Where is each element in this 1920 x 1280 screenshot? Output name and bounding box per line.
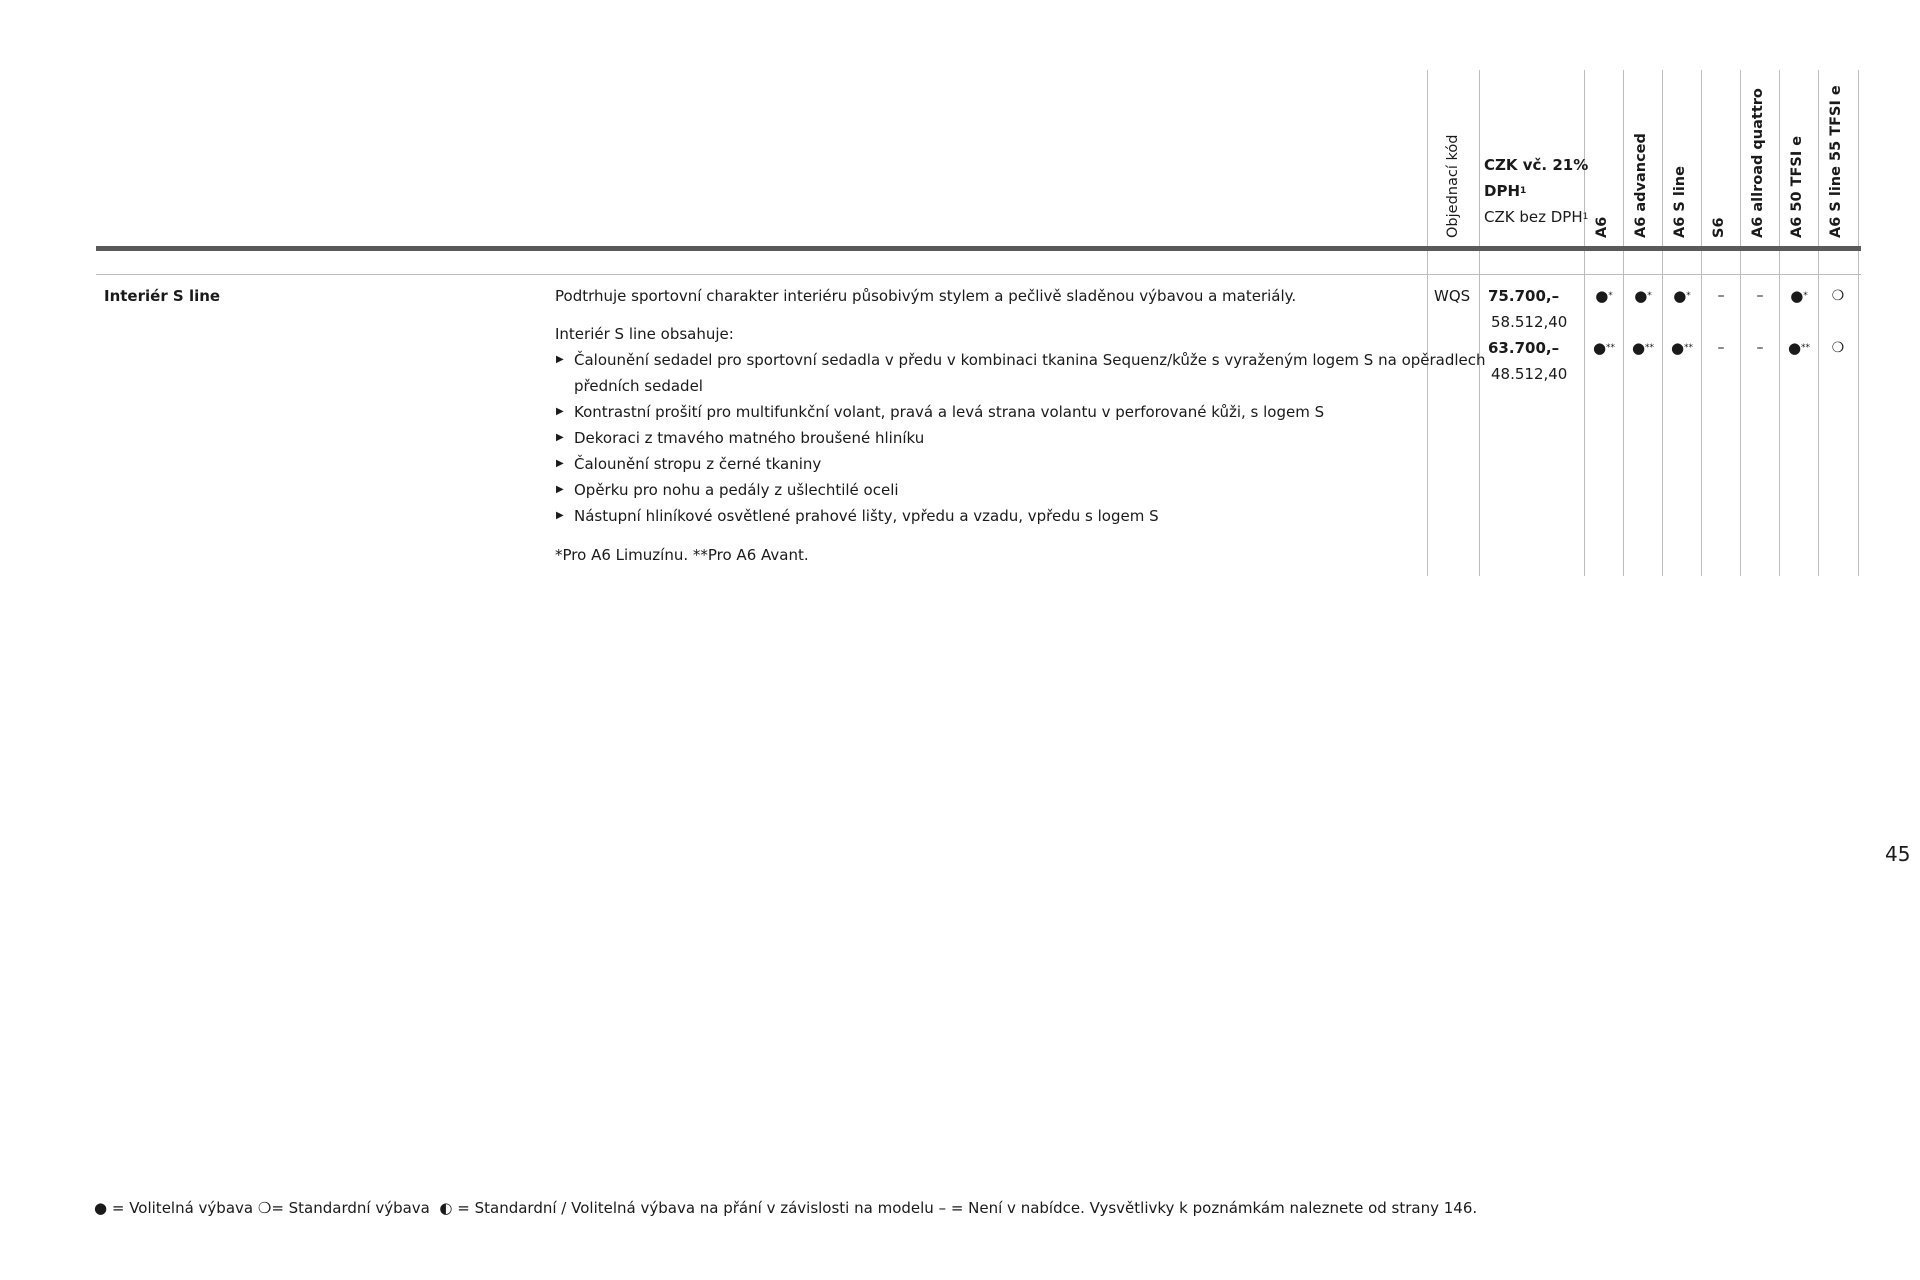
availability-mark: ●* — [1634, 287, 1652, 305]
price-2-incl-vat: 63.700,– — [1488, 339, 1560, 357]
list-item: Opěrku pro nohu a pedály z ušlechtilé oceli — [574, 481, 899, 499]
optional-dot-icon: ● — [94, 1199, 108, 1217]
model-header-a6-allroad-quattro: A6 allroad quattro — [1750, 88, 1766, 238]
row-name: Interiér S line — [104, 287, 221, 305]
availability-mark: ❍ — [1831, 288, 1845, 304]
model-header-a6-s-line: A6 S line — [1672, 166, 1688, 238]
column-divider — [1779, 70, 1780, 576]
availability-mark: – — [1717, 288, 1725, 304]
bullet-arrow-icon: ▶ — [556, 432, 564, 443]
availability-mark: ●* — [1595, 287, 1613, 305]
list-item: Nástupní hliníkové osvětlené prahové lišty, vpředu a vzadu, vpředu s logem S — [574, 507, 1159, 525]
model-header-a6: A6 — [1594, 216, 1610, 238]
column-divider — [1427, 70, 1428, 576]
availability-mark: – — [1756, 288, 1764, 304]
model-header-a6-50-tfsi-e: A6 50 TFSI e — [1789, 135, 1805, 238]
model-header-s6: S6 — [1711, 217, 1727, 238]
order-code-header: Objednací kód — [1445, 134, 1461, 238]
column-divider — [1479, 70, 1480, 576]
column-divider — [1584, 70, 1585, 576]
availability-mark: ●* — [1790, 287, 1808, 305]
list-item: Čalounění sedadel pro sportovní sedadla v předu v kombinaci tkanina Sequenz/kůže s vyraženým logem S na opěradlech — [574, 351, 1486, 369]
price-1-excl-vat: 58.512,40 — [1491, 313, 1568, 331]
bullet-arrow-icon: ▶ — [556, 484, 564, 495]
list-item: Čalounění stropu z černé tkaniny — [574, 455, 822, 473]
half-circle-icon: ◐ — [439, 1199, 453, 1217]
row-contents-label: Interiér S line obsahuje: — [555, 325, 734, 343]
list-item: Dekoraci z tmavého matného broušené hliníku — [574, 429, 925, 447]
model-header-a6-advanced: A6 advanced — [1633, 133, 1649, 238]
order-code: WQS — [1434, 287, 1471, 305]
column-divider — [1818, 70, 1819, 576]
bullet-arrow-icon: ▶ — [556, 354, 564, 365]
bullet-arrow-icon: ▶ — [556, 510, 564, 521]
availability-mark: ●** — [1787, 339, 1811, 357]
column-divider — [1858, 70, 1859, 576]
price-excl-vat-header: CZK bez DPH$^1$ — [1484, 208, 1589, 226]
model-header-a6-s-line-55-tfsi-e: A6 S line 55 TFSI e — [1828, 85, 1844, 238]
availability-mark: ●** — [1592, 339, 1616, 357]
price-incl-vat-header: CZK vč. 21% DPH$^1$ — [1484, 156, 1589, 200]
bullet-arrow-icon: ▶ — [556, 458, 564, 469]
bullet-arrow-icon: ▶ — [556, 406, 564, 417]
availability-mark: ●* — [1673, 287, 1691, 305]
standard-circle-icon: ❍ — [257, 1199, 272, 1217]
page-number: 45 — [1885, 842, 1911, 866]
row-footnote: *Pro A6 Limuzínu. **Pro A6 Avant. — [555, 546, 809, 564]
availability-mark: ●** — [1631, 339, 1655, 357]
column-divider — [1662, 70, 1663, 576]
price-2-excl-vat: 48.512,40 — [1491, 365, 1568, 383]
availability-mark: ●** — [1670, 339, 1694, 357]
availability-mark: – — [1756, 340, 1764, 356]
list-item-continuation: předních sedadel — [574, 377, 703, 395]
legend: ● = Volitelná výbava ❍= Standardní výbava ◐ = Standardní / Volitelná výbava na přání v závislosti na modelu – = Není v nabídce. Vysvětlivky k poznámkám naleznete od strany 146. — [94, 1199, 1478, 1217]
column-divider — [1701, 70, 1702, 576]
row-description: Podtrhuje sportovní charakter interiéru působivým stylem a pečlivě sladěnou výbavou a materiály. — [555, 287, 1297, 305]
header-rule-thin — [96, 274, 1861, 275]
availability-mark: – — [1717, 340, 1725, 356]
column-divider — [1623, 70, 1624, 576]
header-rule-thick — [96, 246, 1861, 251]
list-item: Kontrastní prošití pro multifunkční volant, pravá a levá strana volantu v perforované kůži, s logem S — [574, 403, 1325, 421]
availability-mark: ❍ — [1831, 340, 1845, 356]
price-1-incl-vat: 75.700,– — [1488, 287, 1560, 305]
column-divider — [1740, 70, 1741, 576]
